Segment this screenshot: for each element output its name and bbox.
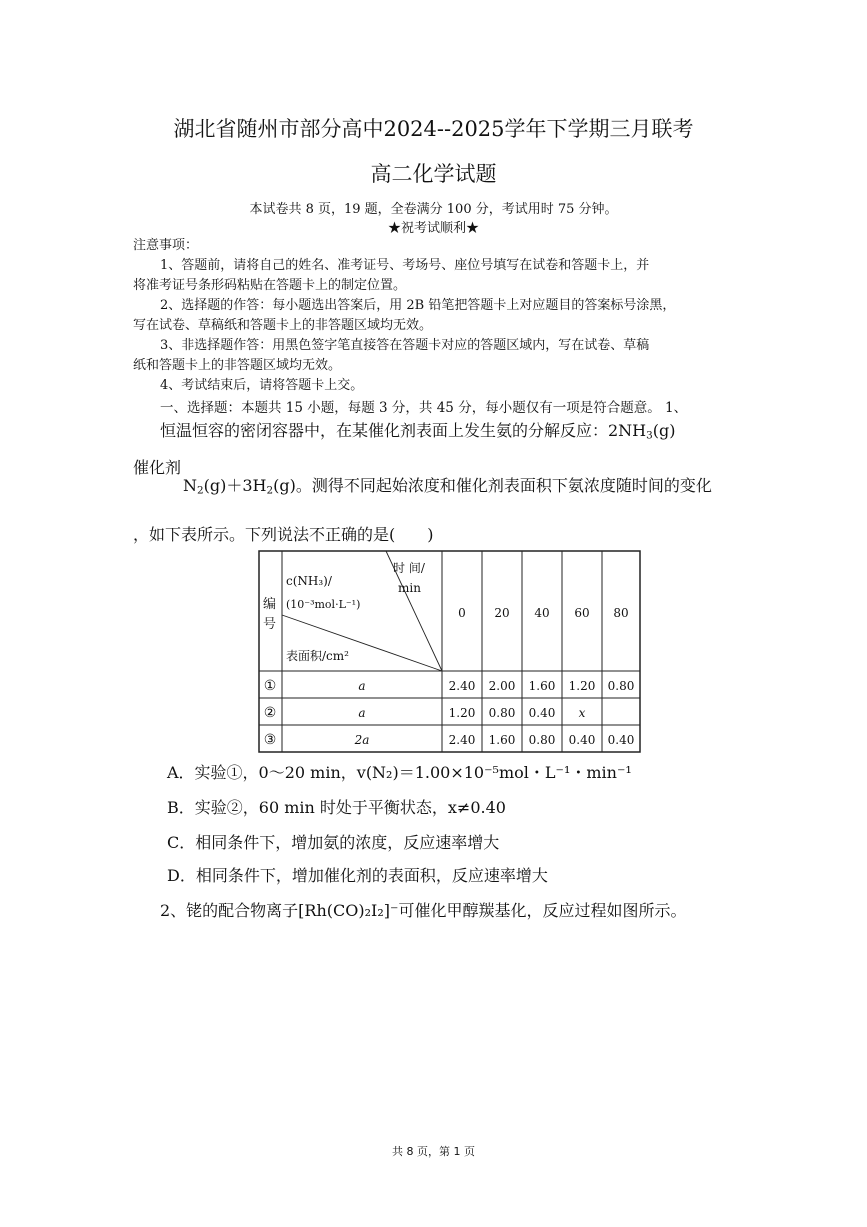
table-cell: 1.60 — [528, 679, 556, 693]
table-cell: 2.40 — [448, 733, 476, 747]
page-title: 湖北省随州市部分高中2024--2025学年下学期三月联考 — [173, 117, 694, 141]
note-3b: 纸和答题卡上的非答题区域均无效。 — [133, 358, 342, 373]
question-1-line2: $N_2(g)+3H_2(g)$。测得不同起始浓度和催化剂表面积下氨浓度随时间的变化 — [183, 476, 712, 497]
table-cell: 0.40 — [568, 733, 596, 747]
row-id: ① — [263, 678, 277, 694]
time-header: 20 — [494, 606, 510, 620]
header-area: 表面积/cm² — [286, 649, 349, 663]
option-a: A．实验①，0～20 min，v(N₂)＝1.00×10⁻⁵mol・L⁻¹・min⁻¹ — [167, 763, 632, 782]
option-b: B．实验②，60 min 时处于平衡状态，x≠0.40 — [167, 798, 506, 817]
table-cell: 2.00 — [488, 679, 516, 693]
row-id: ③ — [263, 732, 277, 748]
page-subtitle: 高二化学试题 — [370, 162, 497, 186]
question-1-line3: ，如下表所示。下列说法不正确的是( ) — [133, 525, 434, 544]
header-conc: c(NH₃)/ — [286, 574, 332, 588]
note-1a: 1、答题前，请将自己的姓名、准考证号、考场号、座位号填写在试卷和答题卡上，并 — [160, 258, 650, 273]
header-num-2: 号 — [263, 617, 277, 632]
table-cell: 1.60 — [488, 733, 516, 747]
table-cell: x — [578, 706, 586, 720]
table-cell: 0.80 — [488, 706, 516, 720]
question-1-line1: 恒温恒容的密闭容器中，在某催化剂表面上发生氨的分解反应：$2NH_3(g)$ — [160, 421, 676, 442]
row-area: a — [358, 706, 366, 720]
notes-heading: 注意事项： — [133, 238, 199, 253]
catalyst-label: 催化剂 — [133, 458, 182, 477]
table-cell: 2.40 — [448, 679, 476, 693]
table-cell: 0.40 — [607, 733, 635, 747]
table-cell: 0.40 — [528, 706, 556, 720]
header-time: 时 间/ — [393, 561, 425, 575]
table-cell: 1.20 — [568, 679, 596, 693]
header-min: min — [398, 581, 421, 595]
row-id: ② — [263, 705, 277, 721]
note-3a: 3、非选择题作答：用黑色签字笔直接答在答题卡对应的答题区域内，写在试卷、草稿 — [160, 338, 650, 353]
note-4: 4、考试结束后，请将答题卡上交。 — [160, 378, 364, 393]
table-cell: 0.80 — [528, 733, 556, 747]
data-table — [258, 550, 641, 758]
note-1b: 将准考证号条形码粘贴在答题卡上的制定位置。 — [133, 278, 407, 293]
page-footer: 共 8 页，第 1 页 — [392, 1145, 475, 1158]
table-cell: 0.80 — [607, 679, 635, 693]
time-header: 0 — [458, 606, 466, 620]
time-header: 60 — [574, 606, 590, 620]
section-heading: 一、选择题：本题共 15 小题，每题 3 分，共 45 分，每小题仅有一项是符合题意。 1、 — [160, 400, 688, 416]
row-area: 2a — [354, 733, 370, 747]
option-d: D．相同条件下，增加催化剂的表面积，反应速率增大 — [167, 866, 548, 885]
header-unit: (10⁻³mol·L⁻¹) — [286, 598, 361, 611]
note-2b: 写在试卷、草稿纸和答题卡上的非答题区域均无效。 — [133, 318, 433, 333]
exam-info: 本试卷共 8 页，19 题，全卷满分 100 分，考试用时 75 分钟。 — [249, 202, 618, 217]
header-num-1: 编 — [263, 597, 277, 612]
row-area: a — [358, 679, 366, 693]
table-cell: 1.20 — [448, 706, 476, 720]
time-header: 80 — [613, 606, 629, 620]
option-c: C．相同条件下，增加氨的浓度，反应速率增大 — [167, 833, 500, 852]
question-2: 2、铑的配合物离子[Rh(CO)₂I₂]⁻可催化甲醇羰基化，反应过程如图所示。 — [160, 901, 687, 920]
exam-wish: ★祝考试顺利★ — [387, 221, 479, 236]
note-2a: 2、选择题的作答：每小题选出答案后，用 2B 铅笔把答题卡上对应题目的答案标号涂黑， — [160, 298, 676, 313]
time-header: 40 — [534, 606, 550, 620]
